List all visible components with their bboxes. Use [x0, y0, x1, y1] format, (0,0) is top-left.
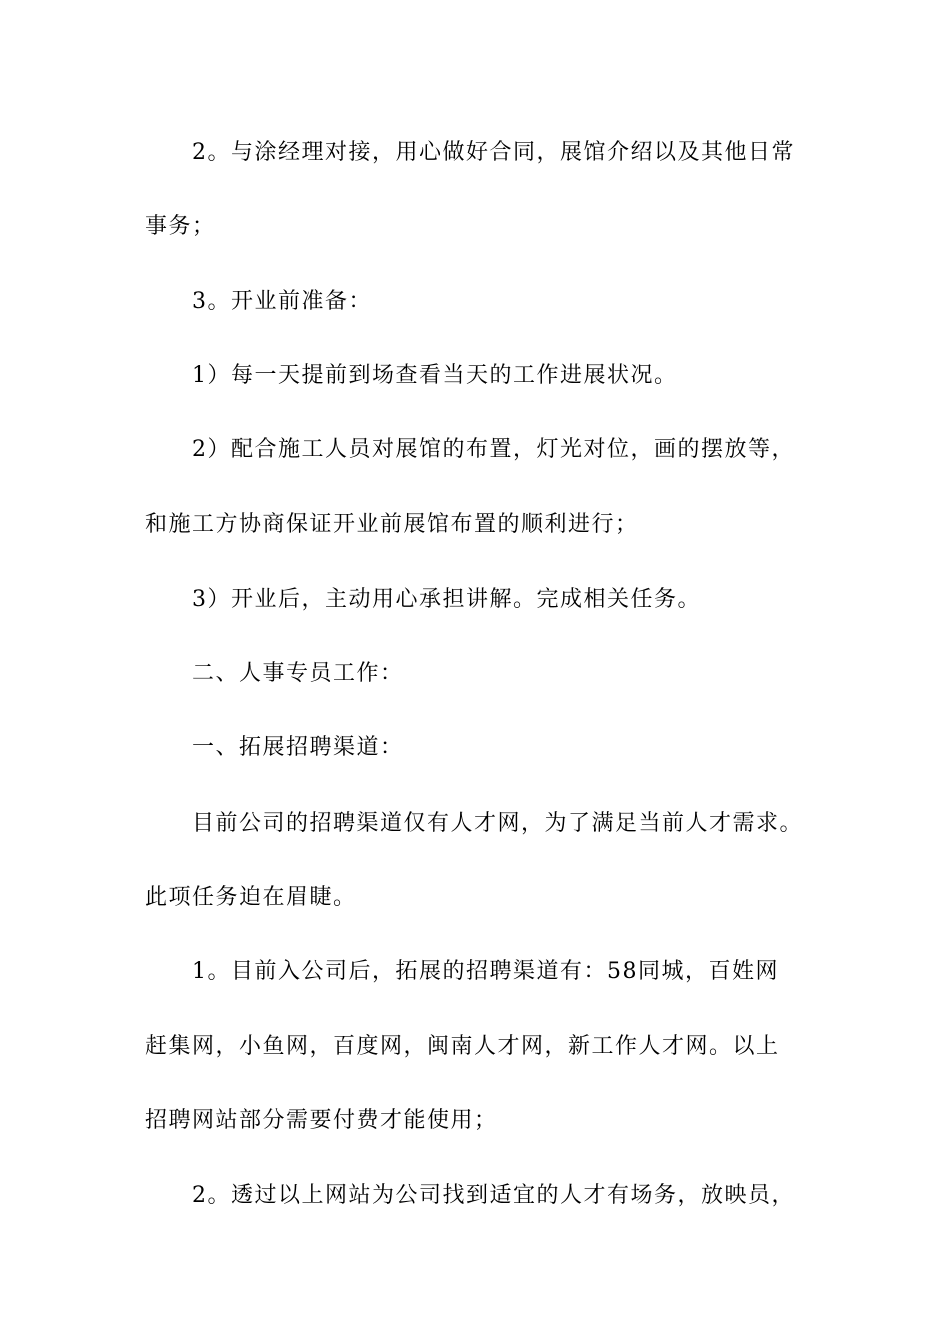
paragraph-line: 此项任务迫在眉睫。	[145, 885, 357, 910]
section-heading: 二、人事专员工作：	[192, 661, 404, 686]
paragraph-line: 2）配合施工人员对展馆的布置，灯光对位，画的摆放等，	[192, 437, 795, 462]
paragraph-line: 事务；	[145, 214, 216, 239]
paragraph-line: 招聘网站部分需要付费才能使用；	[145, 1108, 498, 1133]
paragraph-line: 3。开业前准备：	[192, 289, 372, 314]
paragraph-line: 和施工方协商保证开业前展馆布置的顺利进行；	[145, 512, 639, 537]
paragraph-line: 赶集网，小鱼网，百度网，闽南人才网，新工作人才网。以上	[145, 1034, 780, 1059]
paragraph-line: 2。透过以上网站为公司找到适宜的人才有场务，放映员，	[192, 1183, 795, 1208]
paragraph-line: 目前公司的招聘渠道仅有人才网，为了满足当前人才需求。	[192, 811, 804, 836]
paragraph-line: 1。目前入公司后，拓展的招聘渠道有：58同城，百姓网	[192, 959, 779, 984]
paragraph-line: 3）开业后，主动用心承担讲解。完成相关任务。	[192, 587, 701, 612]
paragraph-line: 2。与涂经理对接，用心做好合同，展馆介绍以及其他日常	[192, 140, 795, 165]
section-heading: 一、拓展招聘渠道：	[192, 735, 404, 760]
paragraph-line: 1）每一天提前到场查看当天的工作进展状况。	[192, 363, 678, 388]
